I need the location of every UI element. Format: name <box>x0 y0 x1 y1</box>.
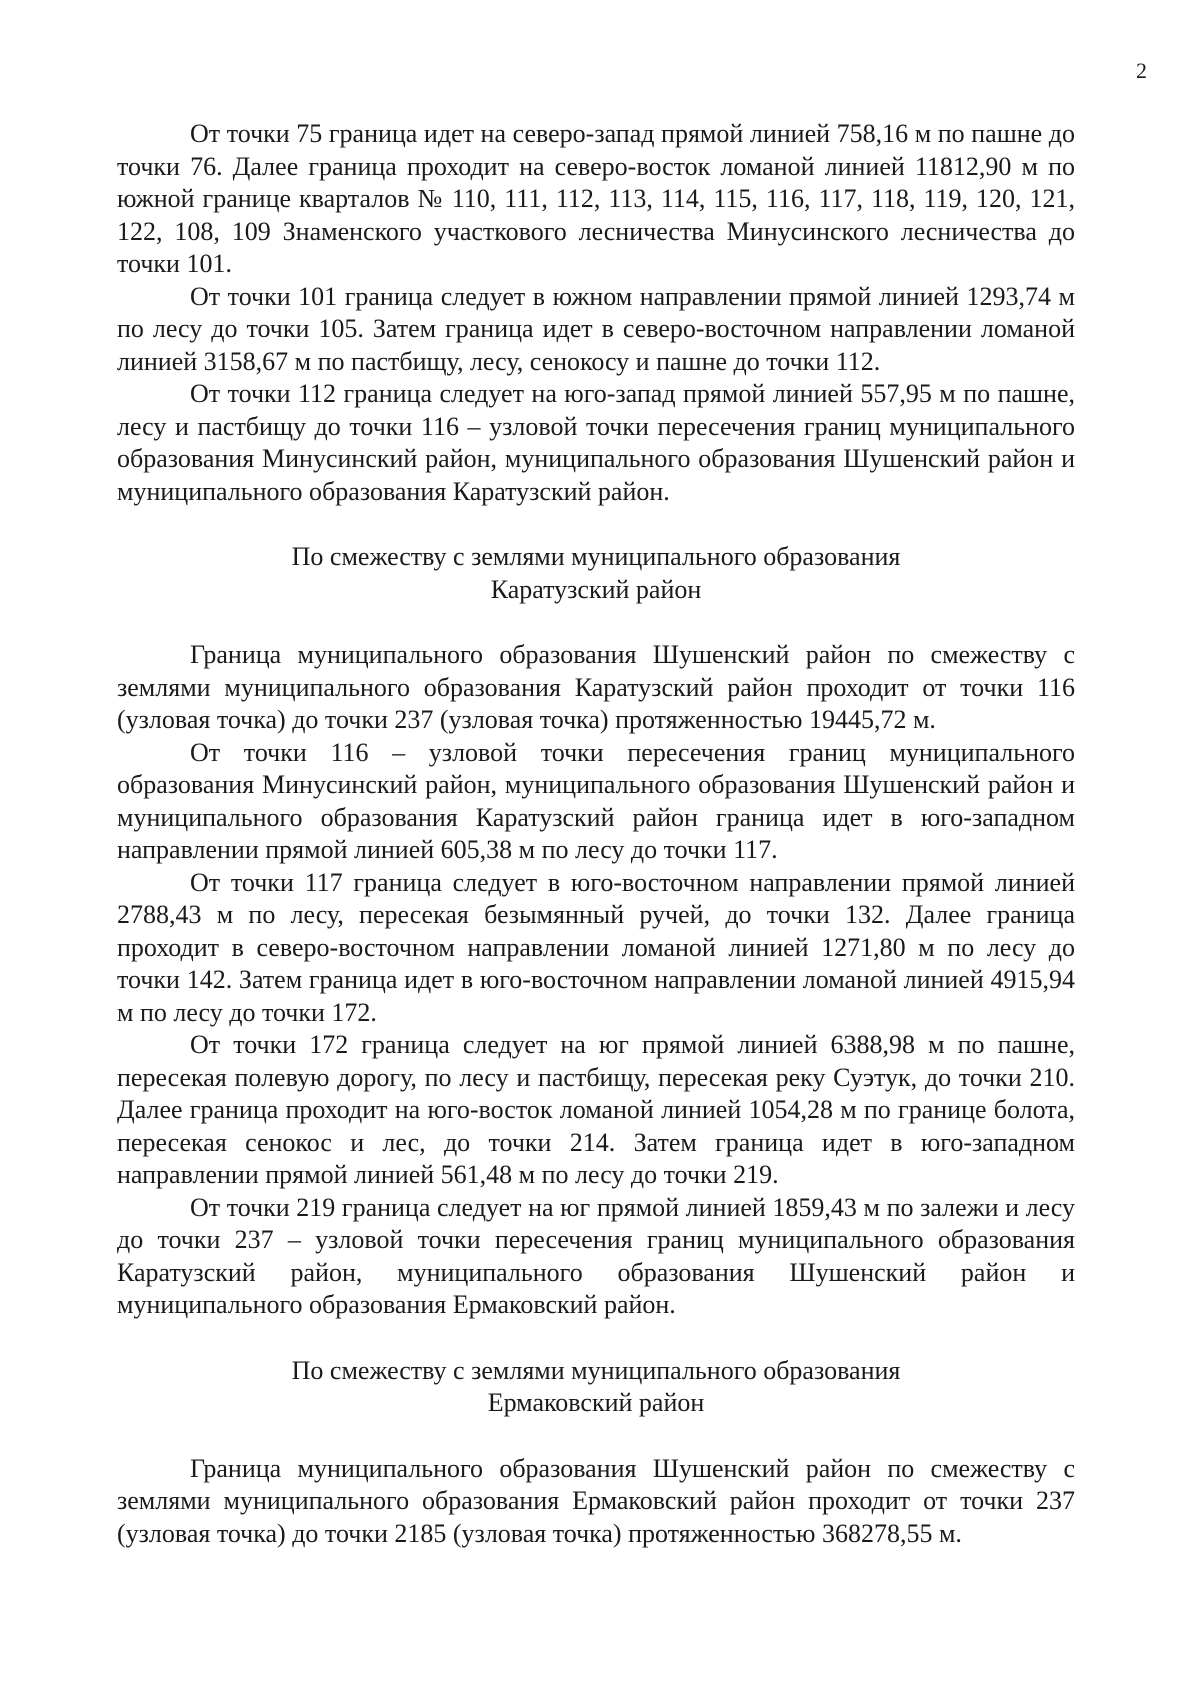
paragraph: От точки 101 граница следует в южном направлении прямой линией 1293,74 м по лесу до точки 105. Затем граница идет в северо-восточном направлении ломаной линией 3158,67 м по пастбищу, лесу, сенокосу и пашне до точки 112. <box>117 281 1075 376</box>
paragraph: От точки 219 граница следует на юг прямой линией 1859,43 м по залежи и лесу до точки 237 – узловой точки пересечения границ муниципального образования Каратузский район, муниципального образования Шушенский район и муниципального образования Ермаковский район. <box>117 1192 1075 1319</box>
document-body <box>117 0 1075 1550</box>
section-ermakovsky <box>117 1355 1075 1551</box>
paragraph: От точки 75 граница идет на северо-запад прямой линией 758,16 м по пашне до точки 76. Далее граница проходит на северо-восток ломаной линией 11812,90 м по южной границе кварталов № 110, 111, 112, 113, 114, 115, 116, 117, 118, 119, 120, 121, 122, 108, 109 Знаменского участкового лесничества Минусинского лесничества до точки 101. <box>117 119 1075 278</box>
section-text <box>117 639 1075 1322</box>
paragraph: Граница муниципального образования Шушенский район по смежеству с землями муниципального образования Каратузский район проходит от точки 116 (узловая точка) до точки 237 (узловая точка) протяженностью 19445,72 м. <box>117 640 1075 734</box>
section-karatuzsky <box>117 541 1075 1322</box>
paragraph: От точки 116 – узловой точки пересечения границ муниципального образования Минусинский район, муниципального образования Шушенский район и муниципального образования Каратузский район граница идет в юго-западном направлении прямой линией 605,38 м по лесу до точки 117. <box>117 737 1075 864</box>
paragraph: Граница муниципального образования Шушенский район по смежеству с землями муниципального образования Ермаковский район проходит от точки 237 (узловая точка) до точки 2185 (узловая точка) протяженностью 368278,55 м. <box>117 1453 1075 1548</box>
section-heading-line: По смежеству с землями муниципального образования <box>291 542 901 571</box>
section-intro <box>117 118 1075 508</box>
section-text <box>117 1453 1075 1551</box>
section-heading <box>117 541 1075 606</box>
section-heading-line: По смежеству с землями муниципального образования <box>291 1355 901 1385</box>
section-heading <box>117 1355 1075 1420</box>
section-heading-line: Каратузский район <box>490 574 702 604</box>
section-heading-line: Ермаковский район <box>487 1388 705 1417</box>
paragraph: От точки 112 граница следует на юго-запад прямой линией 557,95 м по пашне, лесу и пастбищу до точки 116 – узловой точки пересечения границ муниципального образования Минусинский район, муниципального образования Шушенский район и муниципального образования Каратузский район. <box>117 379 1075 506</box>
paragraph: От точки 117 граница следует в юго-восточном направлении прямой линией 2788,43 м по лесу, пересекая безымянный ручей, до точки 132. Далее граница проходит в северо-восточном направлении ломаной линией 1271,80 м по лесу до точки 142. Затем граница идет в юго-восточном направлении ломаной линией 4915,94 м по лесу до точки 172. <box>117 867 1075 1027</box>
paragraph: От точки 172 граница следует на юг прямой линией 6388,98 м по пашне, пересекая полевую дорогу, по лесу и пастбищу, пересекая реку Суэтук, до точки 210. Далее граница проходит на юго-восток ломаной линией 1054,28 м по границе болота, пересекая сенокос и лес, до точки 214. Затем граница идет в юго-западном направлении прямой линией 561,48 м по лесу до точки 219. <box>117 1030 1075 1189</box>
page-number: 2 <box>1136 58 1147 83</box>
